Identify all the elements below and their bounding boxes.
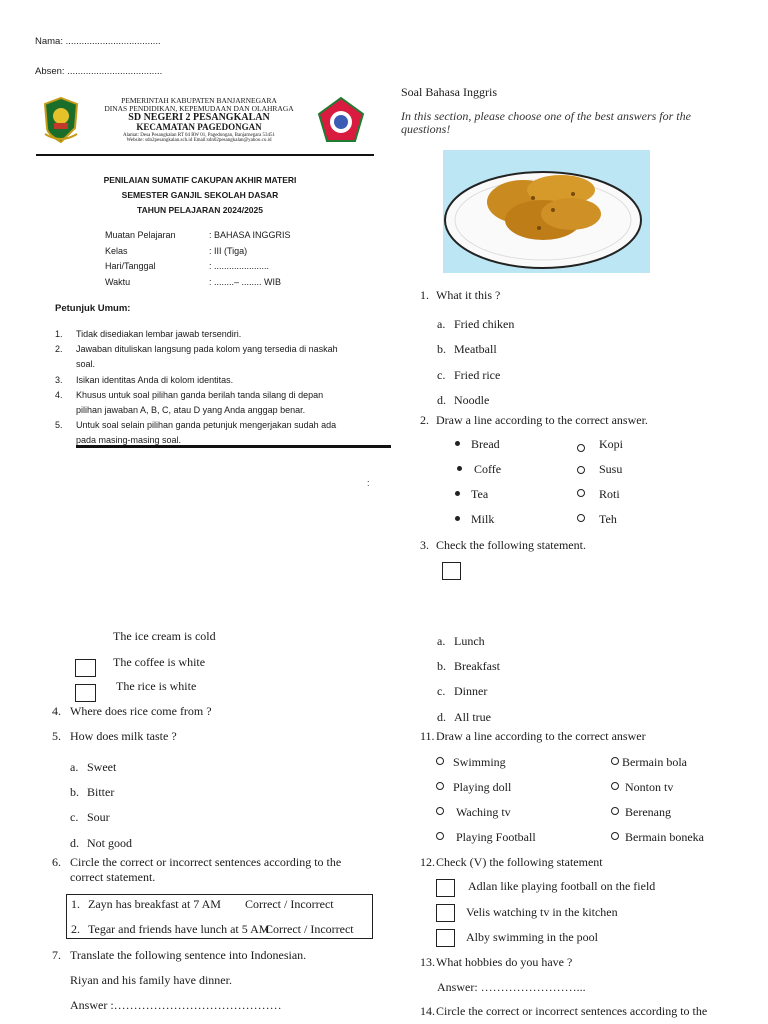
q2-right-item[interactable]: Teh [599,512,617,526]
q11-right-item[interactable]: Bermain bola [622,755,687,769]
q11-left-item[interactable]: Swimming [453,755,506,769]
q11-right-item[interactable]: Bermain boneka [625,830,704,844]
checkbox[interactable] [436,904,455,922]
question-2: 2. Draw a line according to the correct answer. [420,413,648,427]
q6-table [66,894,373,939]
question-12: 12.Check (V) the following statement [420,855,603,869]
school-emblem-icon [317,96,365,144]
q7-sentence: Riyan and his family have dinner. [70,973,232,987]
instructions-heading: Petunjuk Umum: [55,303,131,314]
q2-left-item[interactable]: Milk [471,512,495,526]
q2-left-item[interactable]: Bread [471,437,500,451]
q5-option[interactable]: c. Sour [70,810,110,825]
instruction-item: 1. Tidak disediakan lembar jawab tersendiri. [55,329,242,339]
instruction-item-cont: pilihan jawaban A, B, C, atau D yang Anda anggap benar. [76,405,306,416]
q3-statement: The rice is white [116,679,197,693]
name-field[interactable]: Nama: .................................... [35,36,161,47]
letterhead-line1: PEMERINTAH KABUPATEN BANJARNEGARA [121,96,277,105]
q3-statement: The coffee is white [113,655,206,669]
question-5: 5. How does milk taste ? [52,729,177,743]
checkbox[interactable] [436,879,455,897]
question-1: 1. What it this ? [420,288,501,302]
school-name: SD NEGERI 2 PESANGKALAN [128,111,270,123]
q10-option[interactable]: c. Dinner [437,684,488,699]
circle-bullet-icon [436,757,444,765]
circle-bullet-icon [611,782,619,790]
field-row: Muatan Pelajaran : BAHASA INGGRIS [105,230,291,240]
q12-statement: Alby swimming in the pool [466,930,598,944]
q10-option[interactable]: d. All true [437,709,491,724]
circle-bullet-icon [436,832,444,840]
q3-statement: The ice cream is cold [113,629,216,643]
q5-option[interactable]: d. Not good [70,835,132,850]
q2-right-item[interactable]: Kopi [599,437,623,451]
question-7: 7. Translate the following sentence into Indonesian. [52,948,307,962]
instruction-item: 5. Untuk soal selain pilihan ganda petunjuk mengerjakan sudah ada [55,420,337,431]
q2-left-item[interactable]: Coffe [474,462,502,476]
school-contact: Website: sdn2pesangkalan.sch.id Email:sdn02pesangkalan@yahoo.co.id [126,137,272,143]
district-name: KECAMATAN PAGEDONGAN [136,122,262,133]
question-13: 13.What hobbies do you have ? [420,955,573,969]
instruction-item-cont: soal. [76,359,96,370]
question-6: 6. Circle the correct or incorrect sentences according to the correct statement. [52,855,342,884]
q10-option[interactable]: a. Lunch [437,634,485,648]
q5-option[interactable]: b. Bitter [70,785,115,800]
q1-option[interactable]: a. Fried chiken [437,317,515,331]
bullet-icon [457,466,462,471]
letterhead-divider [36,154,374,156]
q11-right-item[interactable]: Nonton tv [625,780,674,794]
checkbox[interactable] [436,929,455,947]
q10-option[interactable]: b. Breakfast [437,659,500,674]
q11-left-item[interactable]: Playing doll [453,780,512,794]
instruction-item: 2. Jawaban dituliskan langsung pada kolom yang tersedia di naskah [55,344,338,355]
field-row: Kelas : III (Tiga) [105,245,248,256]
circle-bullet-icon [577,466,585,474]
exam-title-1: PENILAIAN SUMATIF CAKUPAN AKHIR MATERI [103,175,297,185]
circle-bullet-icon [577,489,585,497]
instruction-item: 4. Khusus untuk soal pilihan ganda berilah tanda silang di depan [55,389,324,400]
q6-choice[interactable]: Correct / Incorrect [245,897,334,911]
regency-crest-icon [42,96,80,144]
instruction-item: 3. Isikan identitas Anda di kolom identitas. [55,374,234,385]
q6-choice[interactable]: Correct / Incorrect [265,922,354,936]
stray-colon: : [367,478,370,488]
section-intro-cont: questions! [401,122,451,136]
bullet-icon [455,491,460,496]
q11-right-item[interactable]: Berenang [625,805,671,819]
q2-left-item[interactable]: Tea [471,487,489,501]
fried-chicken-image [443,150,650,273]
circle-bullet-icon [436,807,444,815]
q11-left-item[interactable]: Waching tv [456,805,511,819]
q1-option[interactable]: d. Noodle [437,392,490,407]
checkbox[interactable] [75,659,96,677]
q2-right-item[interactable]: Roti [599,487,620,501]
q13-answer-field[interactable]: Answer: ……………………... [437,980,586,994]
question-11: 11.Draw a line according to the correct answer [420,729,646,743]
circle-bullet-icon [611,832,619,840]
q11-left-item[interactable]: Playing Football [456,830,536,844]
circle-bullet-icon [577,514,585,522]
circle-bullet-icon [436,782,444,790]
q2-right-item[interactable]: Susu [599,462,623,476]
q12-statement: Velis watching tv in the kitchen [466,905,618,919]
exam-title-2: SEMESTER GANJIL SEKOLAH DASAR [121,190,279,200]
question-3: 3. Check the following statement. [420,538,586,552]
q6-row[interactable]: 2. Tegar and friends have lunch at 5 AM [71,922,270,936]
bullet-icon [455,441,460,446]
q5-option[interactable]: a. Sweet [70,760,117,774]
exam-title-3: TAHUN PELAJARAN 2024/2025 [137,205,263,215]
circle-bullet-icon [577,444,585,452]
circle-bullet-icon [611,807,619,815]
instruction-item-cont: pada masing-masing soal. [76,435,182,446]
q7-answer-field[interactable]: Answer :…………………………………… [70,998,282,1012]
field-row: Hari/Tanggal : ...................... [105,261,270,271]
checkbox[interactable] [442,562,461,580]
q6-row[interactable]: 1. Zayn has breakfast at 7 AM [71,897,221,911]
section-intro: In this section, please choose one of the best answers for the [401,109,691,123]
q1-option[interactable]: c. Fried rice [437,367,501,382]
section-title: Soal Bahasa Inggris [401,85,497,99]
bullet-icon [455,516,460,521]
letterhead-line2: DINAS PENDIDIKAN, KEPEMUDAAN DAN OLAHRAGA [104,103,294,113]
circle-bullet-icon [611,757,619,765]
question-14: 14.Circle the correct or incorrect sentences according to the [420,1004,708,1018]
instructions-divider [76,445,391,448]
question-4: 4. Where does rice come from ? [52,704,212,718]
checkbox[interactable] [75,684,96,702]
school-address: Alamat: Desa Pesangkalan RT 04 RW 01, Pagedongan, Banjarnegara 53451 [122,132,276,138]
q1-option[interactable]: b. Meatball [437,342,497,357]
q12-statement: Adlan like playing football on the field [468,879,656,893]
absen-field[interactable]: Absen: .................................... [35,66,163,77]
field-row: Waktu : ........– ........ WIB [105,276,282,287]
